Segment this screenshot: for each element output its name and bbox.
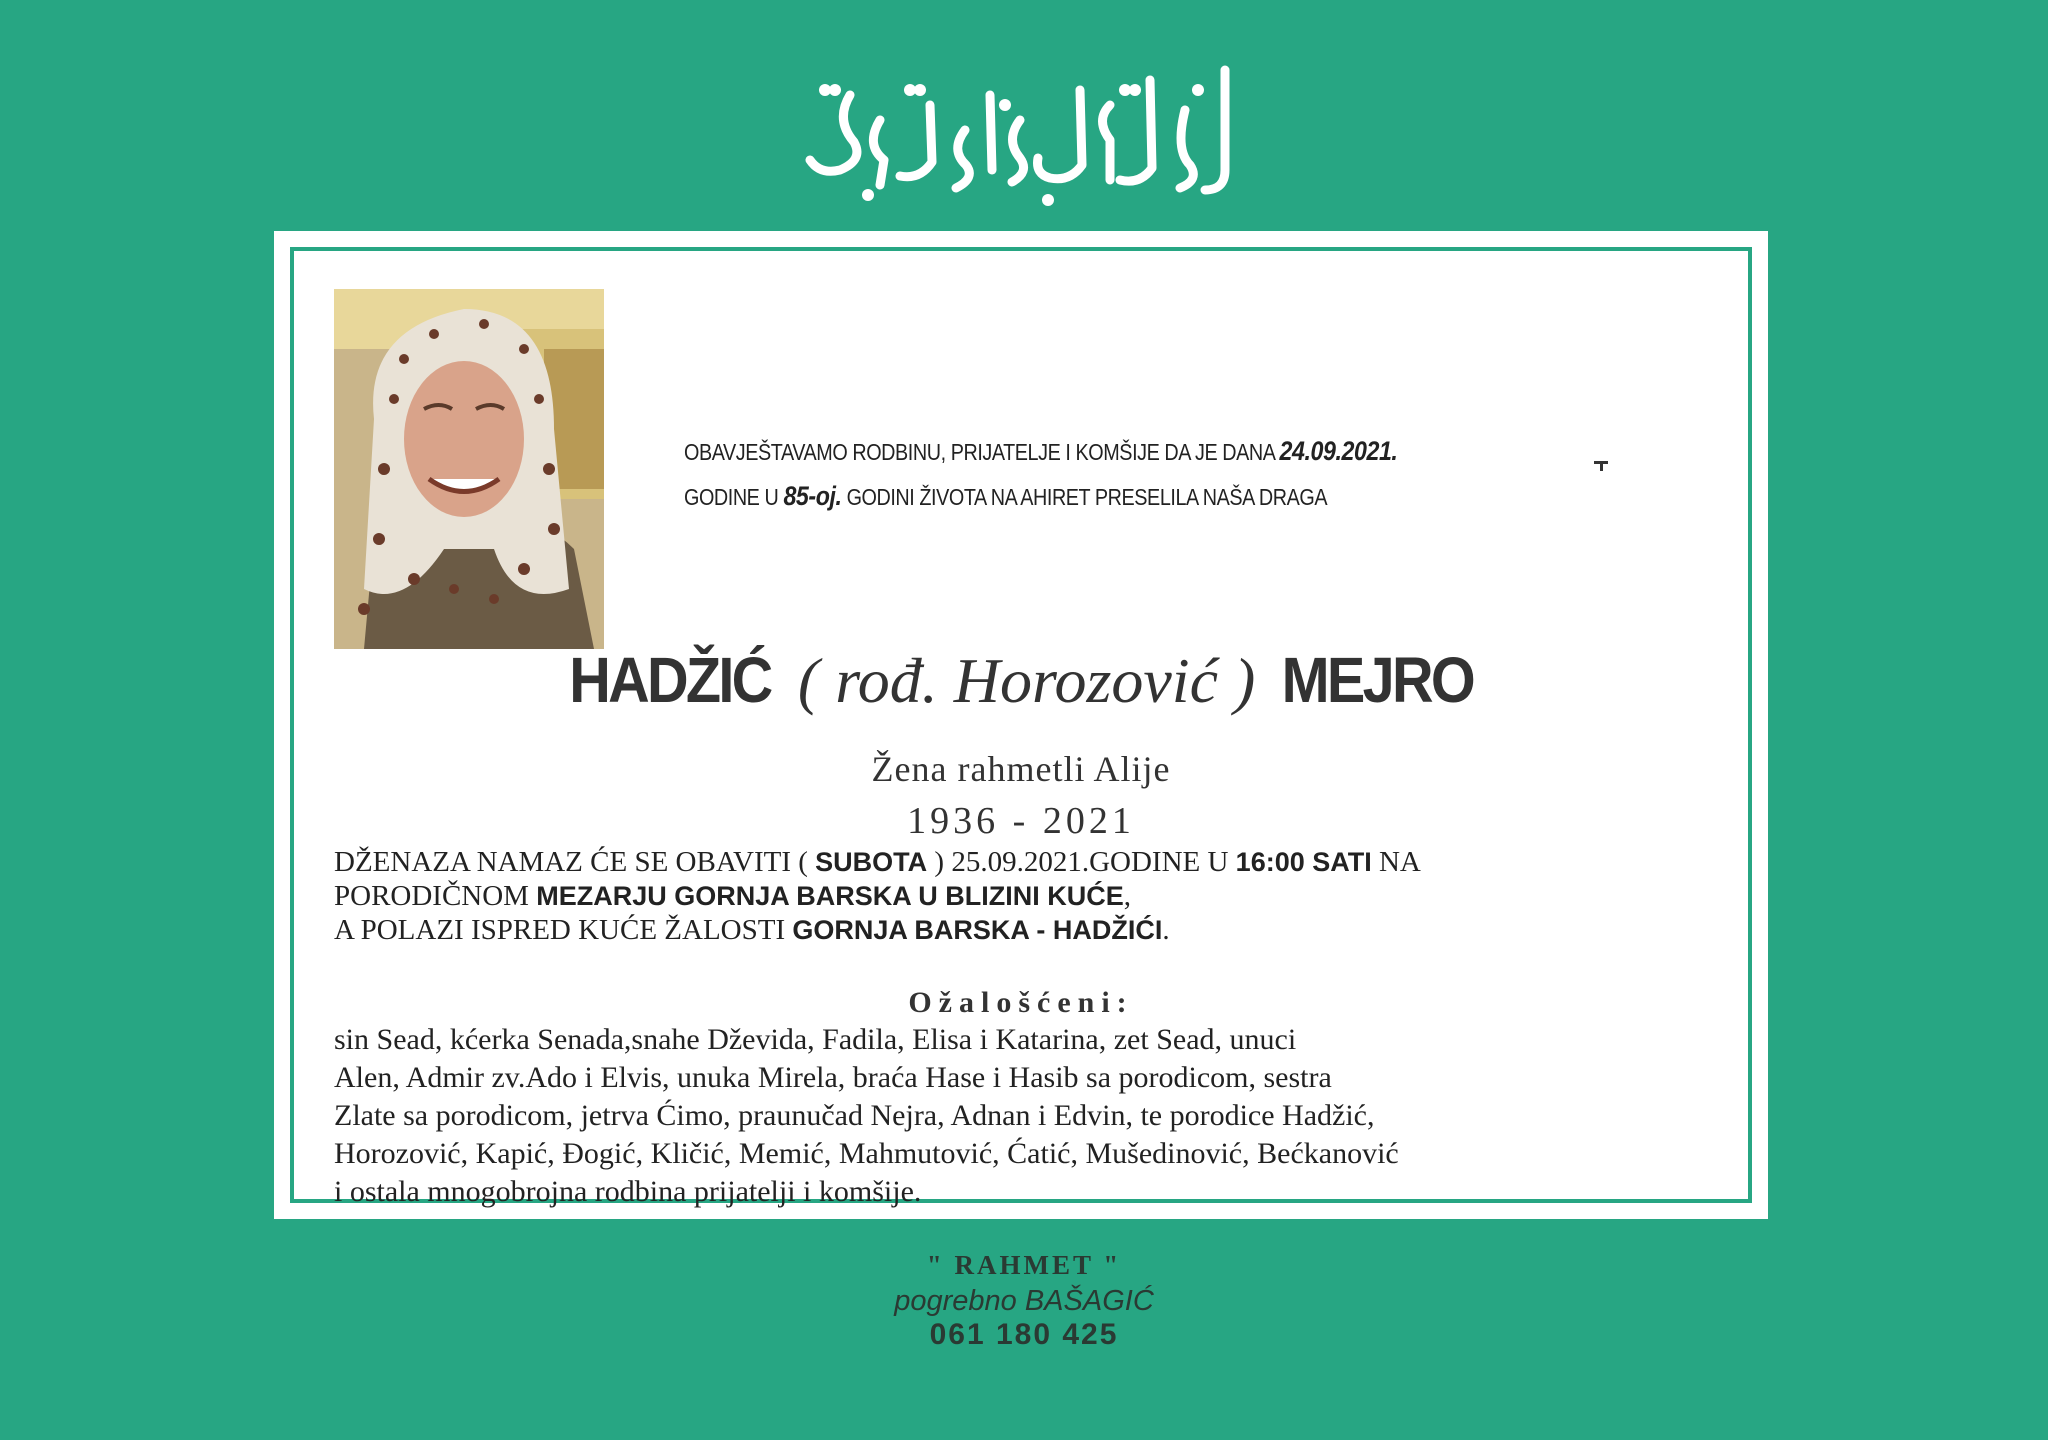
funeral-departure: GORNJA BARSKA - HADŽIĆI bbox=[792, 915, 1163, 945]
footer-tagline: " RAHMET " bbox=[926, 1250, 1122, 1280]
company-phone: 061 180 425 bbox=[929, 1318, 1119, 1351]
maiden-name: ( rođ. Horozović ) bbox=[797, 645, 1256, 716]
intro-line-2: GODINE U 85-oj. GODINI ŽIVOTA NA AHIRET PRESELILA NAŠA DRAGA bbox=[684, 481, 1328, 511]
notice-card bbox=[274, 231, 1768, 1219]
funeral-details bbox=[334, 845, 1734, 947]
portrait-image bbox=[334, 289, 604, 649]
intro-line-1: OBAVJEŠTAVAMO RODBINU, PRIJATELJE I KOMŠIJE DA JE DANA 24.09.2021. bbox=[684, 436, 1398, 466]
deceased-name bbox=[294, 643, 1748, 718]
age-ordinal: 85-oj. bbox=[783, 481, 842, 511]
funeral-line-2: PORODIČNOM MEZARJU GORNJA BARSKA U BLIZINI KUĆE, bbox=[334, 880, 1131, 912]
mourners-list bbox=[334, 1021, 1744, 1211]
life-years: 1936 - 2021 bbox=[907, 800, 1135, 842]
death-date: 24.09.2021. bbox=[1279, 436, 1398, 466]
funeral-company: pogrebno BAŠAGIĆ bbox=[894, 1285, 1154, 1317]
relation-subtitle: Žena rahmetli Alije bbox=[871, 749, 1171, 789]
print-speck bbox=[1600, 463, 1603, 471]
mourners-title: Ožalošćeni: bbox=[908, 986, 1134, 1019]
funeral-day: SUBOTA bbox=[815, 847, 928, 877]
announcement-intro bbox=[684, 429, 1458, 519]
mourners-line: i ostala mnogobrojna rodbina prijatelji i komšije. bbox=[334, 1175, 922, 1208]
funeral-line-1: DŽENAZA NAMAZ ĆE SE OBAVITI ( SUBOTA ) 25.09.2021.GODINE U 16:00 SATI NA bbox=[334, 846, 1421, 878]
funeral-place: MEZARJU GORNJA BARSKA U BLIZINI KUĆE bbox=[536, 881, 1124, 911]
arabic-calligraphy-header bbox=[780, 50, 1250, 220]
calligraphy-icon bbox=[780, 50, 1250, 220]
surname: HADŽIĆ bbox=[569, 644, 771, 716]
given-name: MEJRO bbox=[1281, 644, 1474, 716]
mourners-line: sin Sead, kćerka Senada,snahe Dževida, Fadila, Elisa i Katarina, zet Sead, unuci bbox=[334, 1023, 1297, 1056]
deceased-photo bbox=[334, 289, 604, 649]
mourners-line: Horozović, Kapić, Đogić, Kličić, Memić, Mahmutović, Ćatić, Mušedinović, Bećkanović bbox=[334, 1137, 1399, 1170]
notice-card-border bbox=[290, 247, 1752, 1208]
mourners-line: Zlate sa porodicom, jetrva Ćimo, praunučad Nejra, Adnan i Edvin, te porodice Hadžić, bbox=[334, 1099, 1375, 1132]
mourners-line: Alen, Admir zv.Ado i Elvis, unuka Mirela, braća Hase i Hasib sa porodicom, sestra bbox=[334, 1061, 1332, 1094]
funeral-time: 16:00 SATI bbox=[1235, 847, 1372, 877]
funeral-line-3: A POLAZI ISPRED KUĆE ŽALOSTI GORNJA BARSKA - HADŽIĆI. bbox=[334, 914, 1170, 946]
